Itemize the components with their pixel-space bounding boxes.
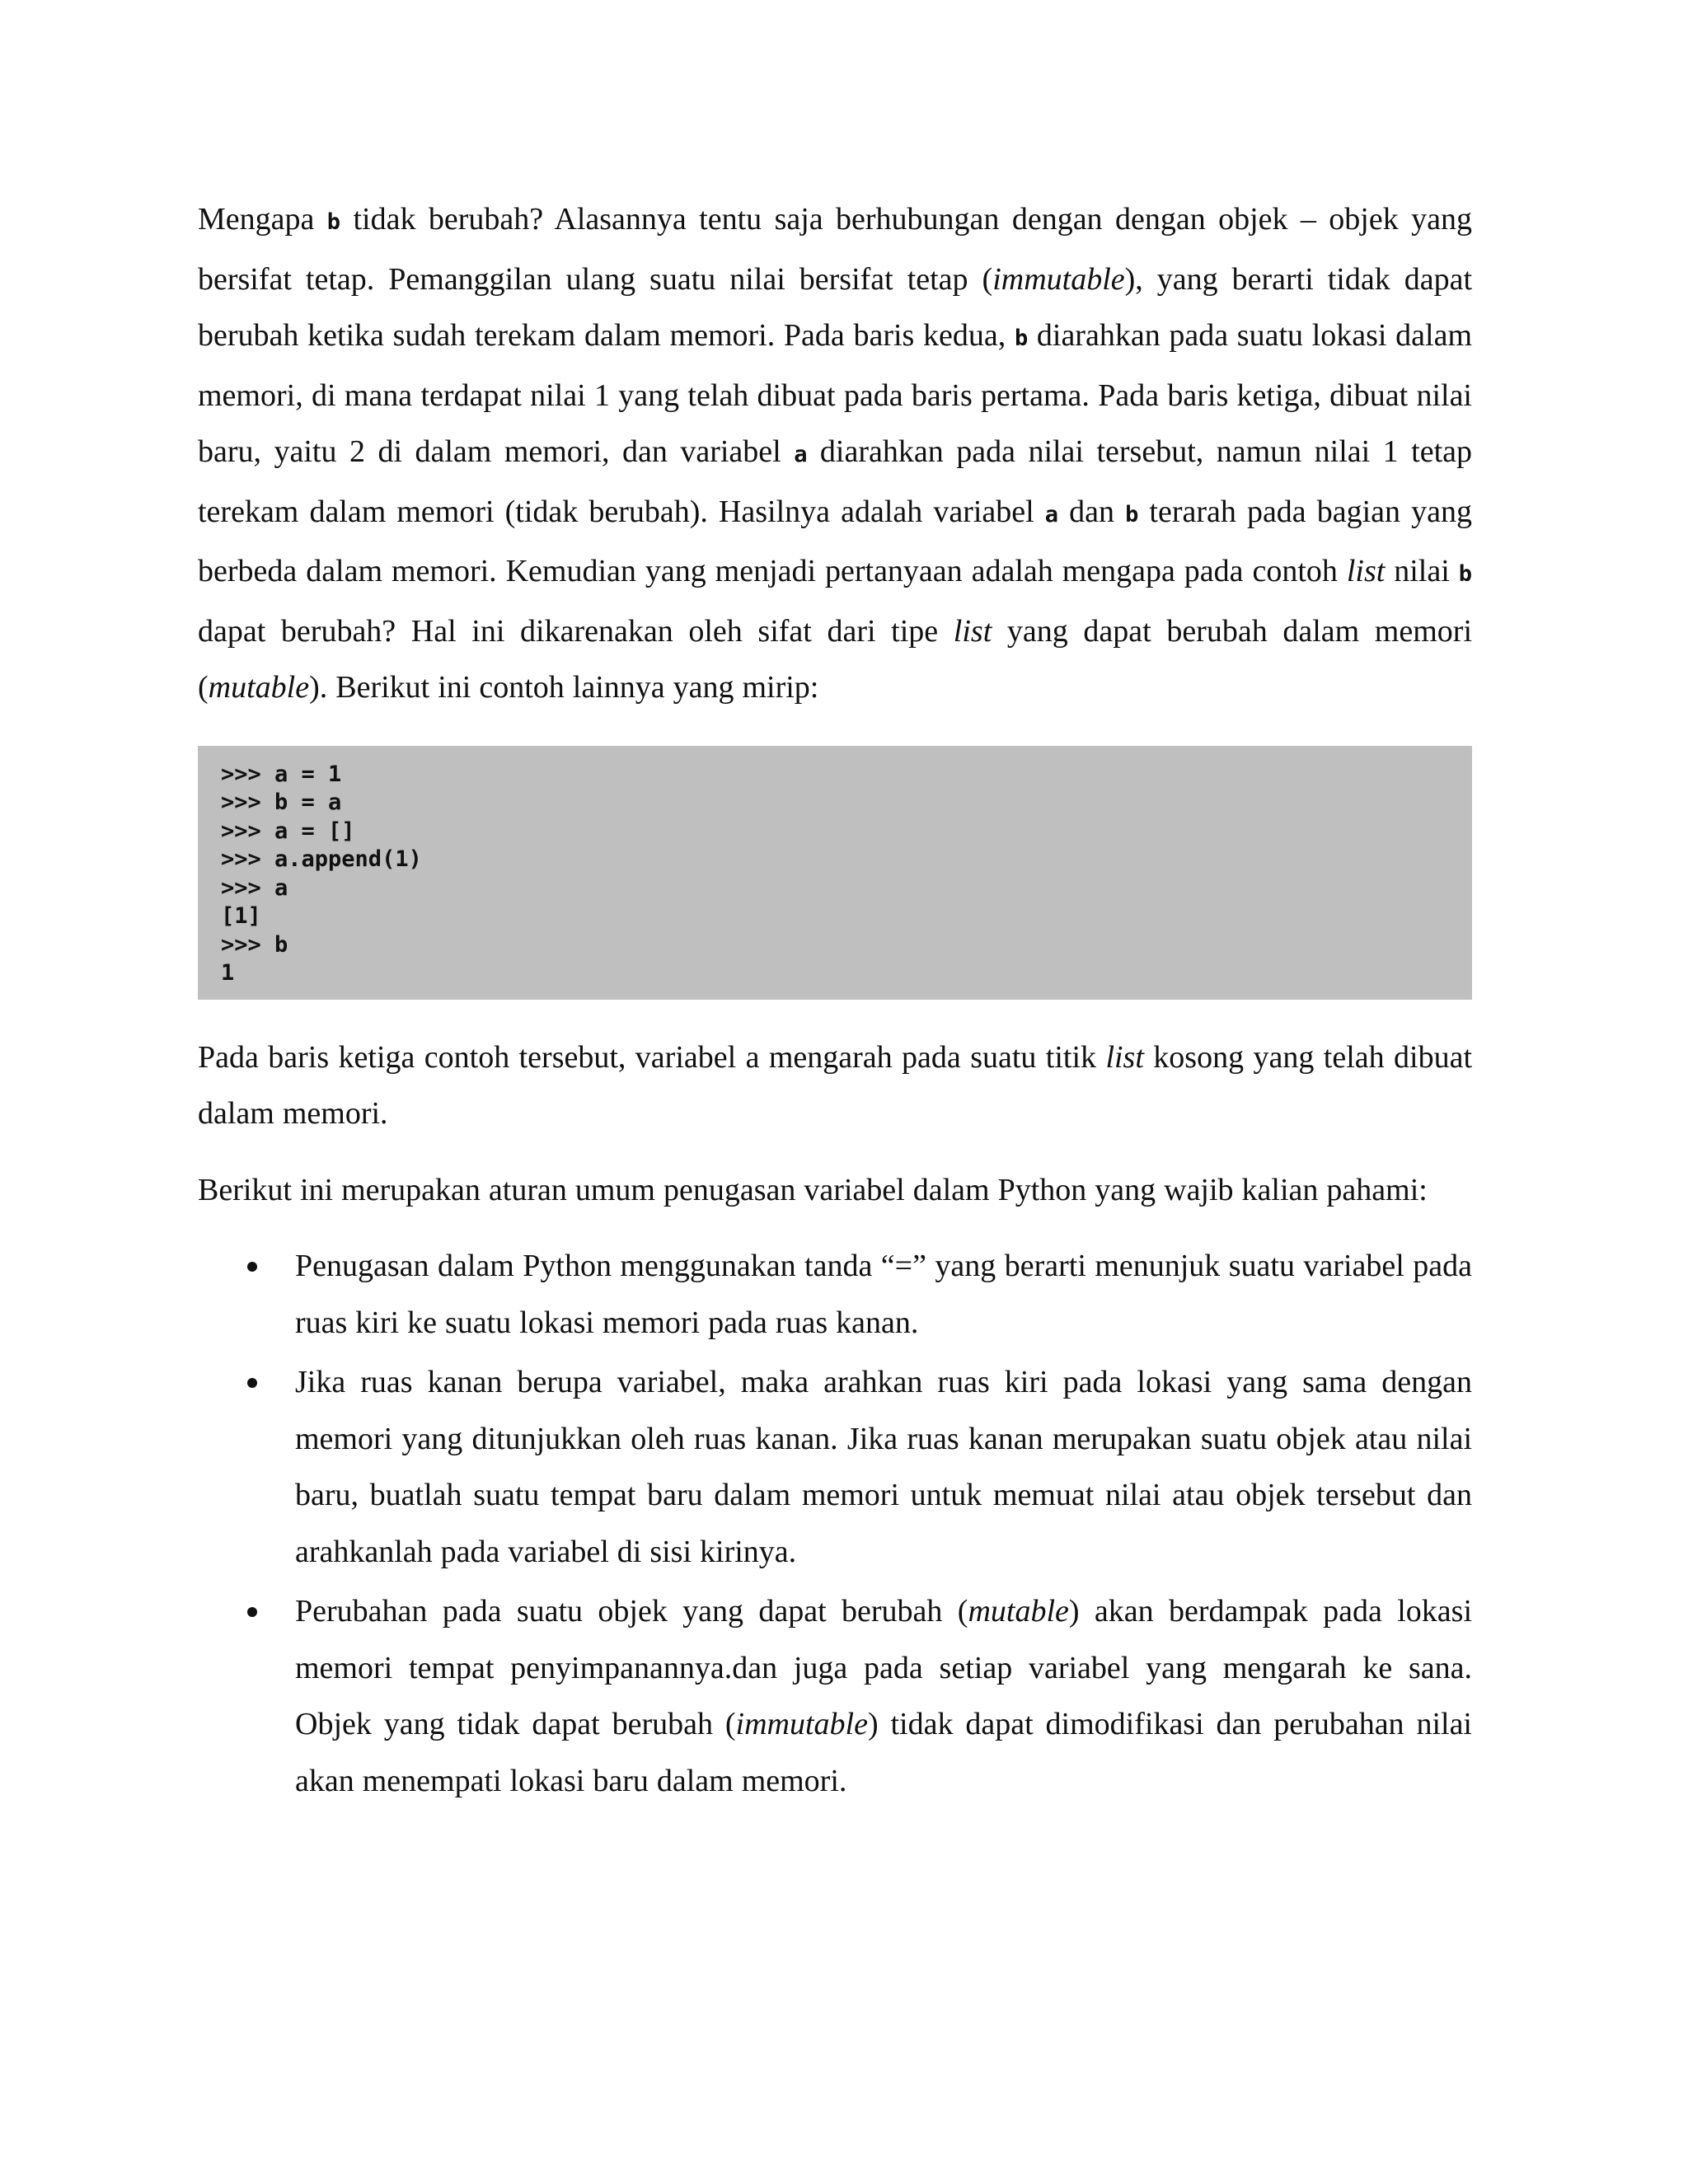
text-run: Mengapa: [198, 202, 327, 237]
text-run: tidak berubah? Alasannya tentu saja berhubungan dengan dengan objek – objek yang bersifat tetap. Pemanggilan ulang suatu nilai bersifat tetap (: [198, 202, 1473, 297]
italic-term: list: [1105, 1039, 1144, 1075]
list-item: [198, 1583, 1472, 1809]
bullet-icon: [247, 1262, 257, 1272]
text-run: diarahkan pada nilai tersebut, namun nilai 1 tetap terekam dalam memori (tidak berubah). Hasilnya adalah variabel: [198, 434, 1472, 529]
text-run: Perubahan pada suatu objek yang dapat berubah (: [295, 1594, 968, 1629]
code-block: [198, 746, 1472, 1000]
text-run: yang dapat berubah dalam memori (: [198, 613, 1473, 705]
bullet-icon: [247, 1378, 257, 1388]
list-item: [198, 1238, 1472, 1351]
italic-term: immutable: [992, 261, 1125, 297]
code-line: >>> a = []: [221, 818, 355, 844]
code-line: [1]: [221, 903, 261, 929]
code-line: >>> b: [221, 931, 288, 958]
paragraph-empty-list: [198, 1029, 1472, 1142]
italic-term: mutable: [968, 1594, 1069, 1629]
inline-code: b: [326, 209, 341, 235]
text-run: Pada baris ketiga contoh tersebut, variabel a mengarah pada suatu titik: [198, 1039, 1106, 1075]
text-run: kosong yang telah dibuat dalam memori.: [198, 1039, 1472, 1131]
inline-code: a: [1044, 501, 1059, 527]
italic-term: list: [1346, 554, 1386, 588]
italic-term: list: [953, 613, 992, 649]
code-line: >>> b = a: [221, 790, 342, 815]
paragraph-rules-intro: Berikut ini merupakan aturan umum penugasan variabel dalam Python yang wajib kalian pahami:: [198, 1172, 1428, 1207]
document-page: [198, 191, 1472, 1812]
inline-code: b: [1458, 561, 1472, 587]
text-run: ) tidak dapat dimodifikasi dan perubahan nilai akan menempati lokasi baru dalam memori.: [295, 1707, 1472, 1798]
bullet-icon: [247, 1607, 257, 1617]
text-run: dapat berubah? Hal ini dikarenakan oleh sifat dari tipe: [198, 613, 954, 649]
italic-term: immutable: [735, 1707, 868, 1741]
code-line: >>> a.append(1): [221, 846, 422, 872]
inline-code: b: [1014, 326, 1029, 351]
paragraph-immutable-explanation: [198, 191, 1472, 716]
list-item-text: Jika ruas kanan berupa variabel, maka arahkan ruas kiri pada lokasi yang sama dengan memori yang ditunjukkan oleh ruas kanan. Jika ruas kanan merupakan suatu objek atau nilai baru, buatlah suatu tempat baru dalam memori untuk memuat nilai atau objek tersebut dan arahkanlah pada variabel di sisi kirinya.: [295, 1365, 1472, 1569]
code-line: 1: [221, 960, 235, 986]
code-line: >>> a = 1: [221, 761, 342, 787]
inline-code: a: [794, 442, 808, 467]
text-run: terarah pada bagian yang berbeda dalam memori. Kemudian yang menjadi pertanyaan adalah mengapa pada contoh: [198, 494, 1472, 588]
text-run: ), yang berarti tidak dapat berubah ketika sudah terekam dalam memori. Pada baris kedua,: [198, 261, 1473, 353]
text-run: nilai: [1385, 554, 1459, 588]
text-run: dan: [1058, 494, 1126, 529]
list-item-text: Penugasan dalam Python menggunakan tanda “=” yang berarti menunjuk suatu variabel pada ruas kiri ke suatu lokasi memori pada ruas kanan.: [295, 1249, 1472, 1340]
code-line: >>> a: [221, 874, 288, 901]
text-run: ) akan berdampak pada lokasi memori tempat penyimpanannya.dan juga pada setiap variabel yang mengarah ke sana. Objek yang tidak dapat berubah (: [295, 1594, 1473, 1741]
italic-term: mutable: [208, 670, 310, 705]
inline-code: b: [1125, 501, 1139, 527]
list-item: [198, 1354, 1472, 1580]
text-run: diarahkan pada suatu lokasi dalam memori, di mana terdapat nilai 1 yang telah dibuat pada baris pertama. Pada baris ketiga, dibuat nilai baru, yaitu 2 di dalam memori, dan variabel: [198, 318, 1473, 469]
text-run: ). Berikut ini contoh lainnya yang mirip:: [309, 670, 819, 705]
rules-list: [198, 1238, 1472, 1809]
